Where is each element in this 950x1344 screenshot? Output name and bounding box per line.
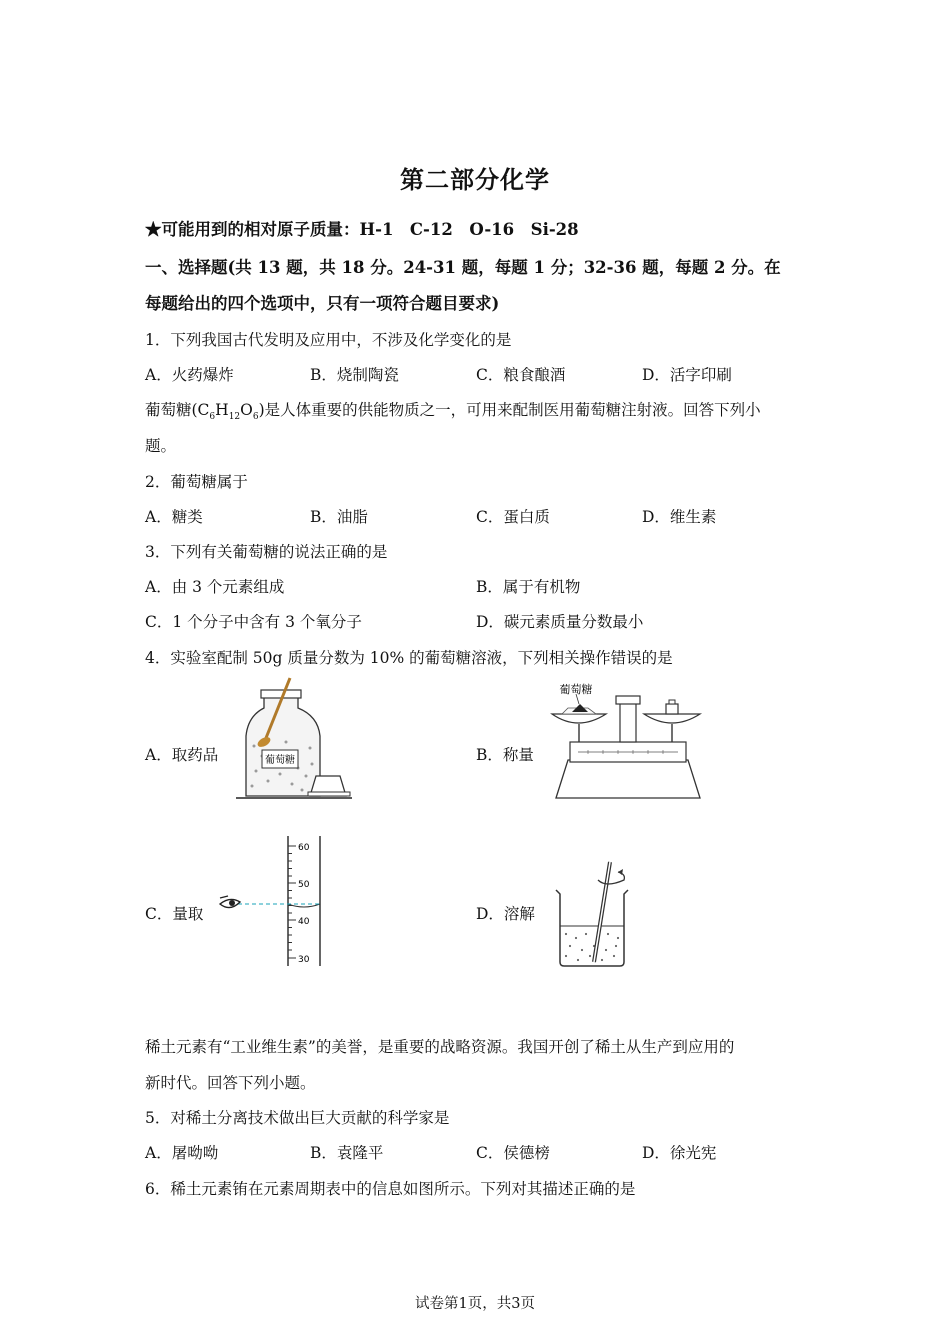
q4-option-a[interactable]: A．取药品: [145, 746, 219, 764]
q1-option-c[interactable]: C．粮食酿酒: [476, 366, 566, 384]
balance-figure: [548, 680, 708, 802]
q5-stem: 5．对稀土分离技术做出巨大贡献的科学家是: [145, 1109, 450, 1127]
q2-option-a[interactable]: A．糖类: [145, 508, 203, 526]
jar-label: 葡萄糖: [265, 755, 295, 766]
q5-option-c[interactable]: C．侯德榜: [476, 1144, 550, 1162]
cylinder-tick-50: 50: [298, 880, 310, 890]
q3-stem: 3．下列有关葡萄糖的说法正确的是: [145, 543, 388, 561]
eye-icon: [220, 896, 240, 908]
cylinder-tick-40: 40: [298, 917, 310, 927]
q3-option-c[interactable]: C．1 个分子中含有 3 个氧分子: [145, 613, 362, 631]
glucose-intro-line2: 题。: [145, 437, 177, 455]
q3-option-d[interactable]: D．碳元素质量分数最小: [476, 613, 644, 631]
q4-stem: 4．实验室配制 50g 质量分数为 10% 的葡萄糖溶液，下列相关操作错误的是: [145, 649, 673, 667]
cylinder-tick-30: 30: [298, 955, 310, 965]
balance-label: 葡萄糖: [559, 683, 593, 696]
q2-option-c[interactable]: C．蛋白质: [476, 508, 550, 526]
cylinder-figure: [216, 836, 328, 968]
q5-option-a[interactable]: A．屠呦呦: [145, 1144, 219, 1162]
jar-spoon-figure: [236, 676, 356, 802]
page-title: 第二部分化学: [400, 165, 550, 194]
q6-stem: 6．稀土元素铕在元素周期表中的信息如图所示。下列对其描述正确的是: [145, 1180, 636, 1198]
q5-option-b[interactable]: B．袁隆平: [310, 1144, 384, 1162]
section-heading-line2: 每题给出的四个选项中，只有一项符合题目要求): [145, 294, 500, 313]
atomic-masses-note: ★可能用到的相对原子质量：H-1 C-12 O-16 Si-28: [145, 220, 579, 239]
cylinder-tick-60: 60: [298, 843, 310, 853]
q1-stem: 1．下列我国古代发明及应用中，不涉及化学变化的是: [145, 331, 512, 349]
rare-earth-intro-line1: 稀土元素有“工业维生素”的美誉，是重要的战略资源。我国开创了稀土从生产到应用的: [145, 1038, 735, 1056]
q4-option-b[interactable]: B．称量: [476, 746, 534, 764]
page-footer: 试卷第1页，共3页: [415, 1296, 535, 1312]
q3-option-a[interactable]: A．由 3 个元素组成: [145, 578, 285, 596]
q2-stem: 2．葡萄糖属于: [145, 473, 248, 491]
q1-option-d[interactable]: D．活字印刷: [642, 366, 732, 384]
rare-earth-intro-line2: 新时代。回答下列小题。: [145, 1074, 316, 1092]
beaker-figure: [552, 858, 638, 970]
glucose-intro-line1: 葡萄糖$(C_6H_{12}O_6)$是人体重要的供能物质之一，可用来配制医用葡萄糖注射液。回答下列小: [145, 401, 761, 423]
q2-option-b[interactable]: B．油脂: [310, 508, 368, 526]
q3-option-b[interactable]: B．属于有机物: [476, 578, 581, 596]
q1-option-a[interactable]: A．火药爆炸: [145, 366, 234, 384]
q4-option-c[interactable]: C．量取: [145, 905, 204, 923]
q4-option-d[interactable]: D．溶解: [476, 905, 535, 923]
q2-option-d[interactable]: D．维生素: [642, 508, 717, 526]
q1-option-b[interactable]: B．烧制陶瓷: [310, 366, 399, 384]
q5-option-d[interactable]: D．徐光宪: [642, 1144, 717, 1162]
section-heading-line1: 一、选择题(共 13 题，共 18 分。24-31 题，每题 1 分；32-36 题，每题 2 分。在: [145, 258, 781, 277]
